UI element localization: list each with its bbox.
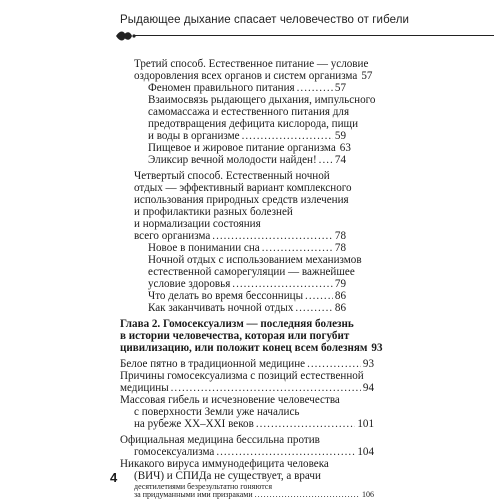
leader-dots — [319, 154, 333, 167]
toc-m3-relation-line2: самомассажа и естественного питания для — [148, 106, 350, 118]
leader-dots — [295, 302, 333, 315]
toc-c2-mass-line2: с поверхности Земли уже начались — [134, 406, 300, 418]
toc-c2-mass-line3: на рубеже XX–XXI веков — [134, 418, 254, 430]
toc-method4-line3: использования природных средств излечения — [134, 194, 349, 206]
toc-method3-line2: оздоровления всех органов и систем организма — [134, 70, 358, 82]
toc-chapter2-line3: цивилизацию, или положит конец всем болезням — [120, 342, 368, 354]
toc-method4-line4: и профилактики разных болезней — [134, 206, 293, 218]
toc-c2-virus-page: 106 — [362, 490, 374, 499]
toc-m3-food-text: Пищевое и жировое питание организма — [148, 142, 336, 154]
page-number: 4 — [110, 470, 118, 485]
toc-c2-causes-page: 94 — [362, 382, 374, 394]
toc-method4-line5: и нормализации состояния — [134, 218, 261, 230]
toc-c2-official-line1: Официальная медицина бессильна против — [120, 434, 320, 446]
toc-c2-virus-line1: Никакого вируса иммунодефицита человека — [120, 458, 329, 470]
toc-c2-virus-line2: (ВИЧ) и СПИДа не существует, а врачи — [134, 470, 321, 482]
running-header: Рыдающее дыхание спасает человечество от гибели — [120, 14, 410, 26]
toc-method3-line1: Третий способ. Естественное питание — условие — [134, 58, 369, 70]
toc-m4-night-line2: естественной саморегуляции — важнейшее — [148, 266, 355, 278]
toc-m4-finish-row — [148, 302, 346, 315]
toc-method4-line2: отдых — эффективный вариант комплексного — [134, 182, 352, 194]
toc-m4-insomnia-page: 86 — [334, 290, 346, 302]
toc-c2-virus-line4: за придуманными ими призраками — [134, 490, 253, 499]
toc-c2-causes-line2: медицины — [120, 382, 169, 394]
toc-method3-page: 57 — [361, 70, 373, 82]
toc-m3-phenomenon-text: Феномен правильного питания — [148, 82, 295, 94]
leader-dots — [255, 490, 360, 499]
toc-m4-new-page: 78 — [334, 242, 346, 254]
toc-c2-white-page: 93 — [362, 358, 374, 370]
toc-chapter2-line1: Глава 2. Гомосексуализм — последняя болезнь — [120, 318, 354, 330]
toc-m4-night-line1: Ночной отдых с использованием механизмов — [148, 254, 362, 266]
toc-c2-official-row-text: гомосексуализма — [134, 446, 215, 458]
toc-m4-new-text: Новое в понимании сна — [148, 242, 260, 254]
toc-m3-relation-page: 59 — [334, 130, 346, 142]
toc-m3-elixir-row — [148, 154, 346, 167]
toc-m4-finish-page: 86 — [334, 302, 346, 314]
toc-chapter2-page: 93 — [371, 342, 383, 354]
toc-m3-relation-line4: и воды в организме — [148, 130, 240, 142]
toc-c2-mass-row — [134, 418, 374, 431]
toc-m4-night-line3: условие здоровья — [148, 278, 231, 290]
toc-m4-night-page: 79 — [334, 278, 346, 290]
toc-c2-virus-line3: десятилетиями безрезультатно гоняются — [134, 482, 273, 491]
toc-chapter2-line2: в истории человечества, которая или погубит — [120, 330, 350, 342]
toc-chapter2-row — [120, 342, 383, 355]
toc-m3-phenomenon-page: 57 — [334, 82, 346, 94]
toc-method4-page: 78 — [334, 230, 346, 242]
toc-method4-line6: всего организма — [134, 230, 211, 242]
toc-c2-causes-line1: Причины гомосексуализма с позиций естественной — [120, 370, 364, 382]
toc-m4-finish-text: Как заканчивать ночной отдых — [148, 302, 294, 314]
toc-m3-elixir-text: Эликсир вечной молодости найден! — [148, 154, 317, 166]
toc-m3-food-page: 63 — [339, 142, 351, 154]
toc-m3-relation-line1: Взаимосвязь рыдающего дыхания, импульсного — [148, 94, 376, 106]
toc-m4-insomnia-text: Что делать во время бессонницы — [148, 290, 304, 302]
toc-c2-white-text: Белое пятно в традиционной медицине — [120, 358, 306, 370]
leader-dots — [256, 418, 356, 431]
toc-c2-mass-line1: Массовая гибель и исчезновение человечества — [120, 394, 340, 406]
toc-c2-mass-page: 101 — [357, 418, 374, 430]
toc-c2-virus-row — [134, 490, 374, 499]
toc-c2-official-row-page: 104 — [357, 446, 374, 458]
leaf-ornament-icon — [114, 28, 136, 44]
header-rule — [134, 35, 494, 36]
toc-m3-relation-line3: предотвращения дефицита кислорода, пищи — [148, 118, 359, 130]
toc-m3-elixir-page: 74 — [334, 154, 346, 166]
toc-method4-line1: Четвертый способ. Естественный ночной — [134, 170, 330, 182]
